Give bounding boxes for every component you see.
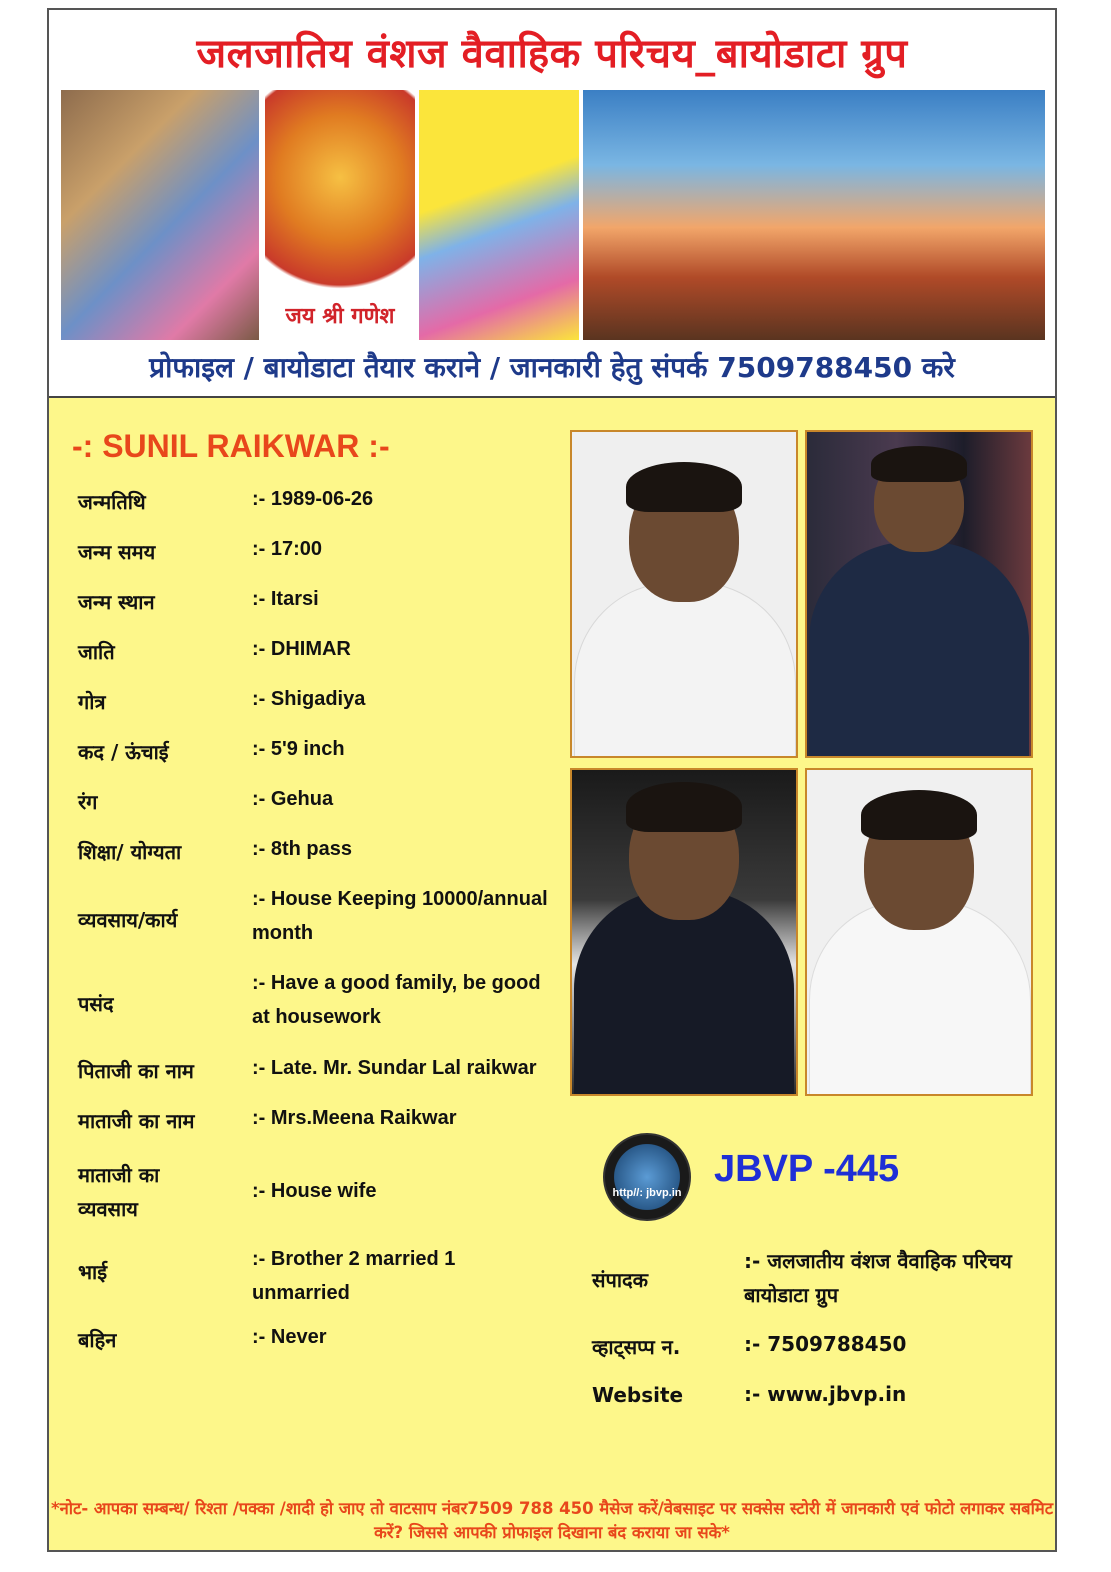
detail-label: पसंद — [78, 992, 114, 1016]
detail-label: व्यवसाय/कार्य — [78, 908, 178, 932]
logo-text: http//: jbvp.in — [612, 1187, 682, 1199]
detail-value: :- Brother 2 married 1 unmarried — [252, 1248, 456, 1304]
candidate-photo-1 — [570, 430, 798, 758]
candidate-name: -: SUNIL RAIKWAR :- — [72, 428, 390, 464]
detail-value: :- DHIMAR — [252, 638, 351, 660]
whatsapp-value: :- 7509788450 — [744, 1332, 907, 1356]
website-value[interactable]: :- www.jbvp.in — [744, 1382, 907, 1406]
whatsapp-label: व्हाट्सप्प न. — [592, 1335, 681, 1359]
ram-sita-image — [419, 90, 579, 340]
detail-label: शिक्षा/ योग्यता — [78, 840, 182, 864]
detail-label: जन्म स्थान — [78, 590, 155, 614]
detail-label: जन्म समय — [78, 540, 156, 564]
detail-label: भाई — [78, 1260, 108, 1284]
detail-label: माताजी का व्यवसाय — [78, 1163, 160, 1221]
detail-value: :- Shigadiya — [252, 688, 366, 710]
profile-code: JBVP -445 — [714, 1148, 900, 1190]
detail-label: कद / ऊंचाई — [78, 740, 169, 764]
detail-value: :- Itarsi — [252, 588, 319, 610]
footer-note: *नोट- आपका सम्बन्ध/ रिश्ता /पक्का /शादी हो जाए तो वाटसाप नंबर7509 788 450 मैसेज करें/वेबसाइट पर सक्सेस स्टोरी में जानकारी एवं फोटो लगाकर सबमिट करें? जिससे आपकी प्रोफाइल दिखाना बंद कराया जा सके* — [50, 1499, 1054, 1542]
header-banner — [49, 10, 1055, 398]
candidate-photo-3 — [570, 768, 798, 1096]
detail-value: :- 8th pass — [252, 838, 353, 860]
detail-value: :- Late. Mr. Sundar Lal raikwar — [252, 1057, 537, 1079]
detail-value: :- Never — [252, 1326, 327, 1348]
detail-value: :- 5'9 inch — [252, 738, 345, 760]
detail-label: पिताजी का नाम — [78, 1059, 194, 1083]
detail-value: :- Gehua — [252, 788, 334, 810]
detail-value: :- Have a good family, be good at housework — [252, 972, 541, 1028]
contact-line: प्रोफाइल / बायोडाटा तैयार कराने / जानकारी हेतु संपर्क 7509788450 करे — [149, 351, 955, 384]
candidate-photo-4 — [805, 768, 1033, 1096]
jbvp-logo — [603, 1133, 691, 1221]
detail-value: :- Mrs.Meena Raikwar — [252, 1107, 457, 1129]
detail-value: :- House Keeping 10000/annual month — [252, 888, 548, 944]
detail-label: गोत्र — [78, 690, 106, 714]
group-title: जलजातिय वंशज वैवाहिक परिचय_बायोडाटा ग्रुप — [196, 31, 908, 77]
editor-label: संपादक — [592, 1268, 649, 1292]
boat-scene-image — [583, 90, 1045, 340]
detail-label: बहिन — [78, 1328, 117, 1352]
detail-label: जाति — [78, 640, 115, 664]
candidate-photo-2 — [805, 430, 1033, 758]
detail-label: जन्मतिथि — [78, 490, 146, 514]
ram-sita-wedding-image — [61, 90, 259, 340]
detail-value: :- 1989-06-26 — [252, 488, 374, 510]
editor-value: :- जलजातीय वंशज वैवाहिक परिचय बायोडाटा ग्रुप — [744, 1249, 1012, 1307]
detail-label: माताजी का नाम — [78, 1109, 195, 1133]
website-label: Website — [592, 1383, 684, 1407]
detail-value: :- 17:00 — [252, 538, 323, 560]
detail-value: :- House wife — [252, 1180, 377, 1202]
ganesh-caption: जय श्री गणेश — [285, 304, 395, 329]
detail-label: रंग — [78, 790, 98, 814]
